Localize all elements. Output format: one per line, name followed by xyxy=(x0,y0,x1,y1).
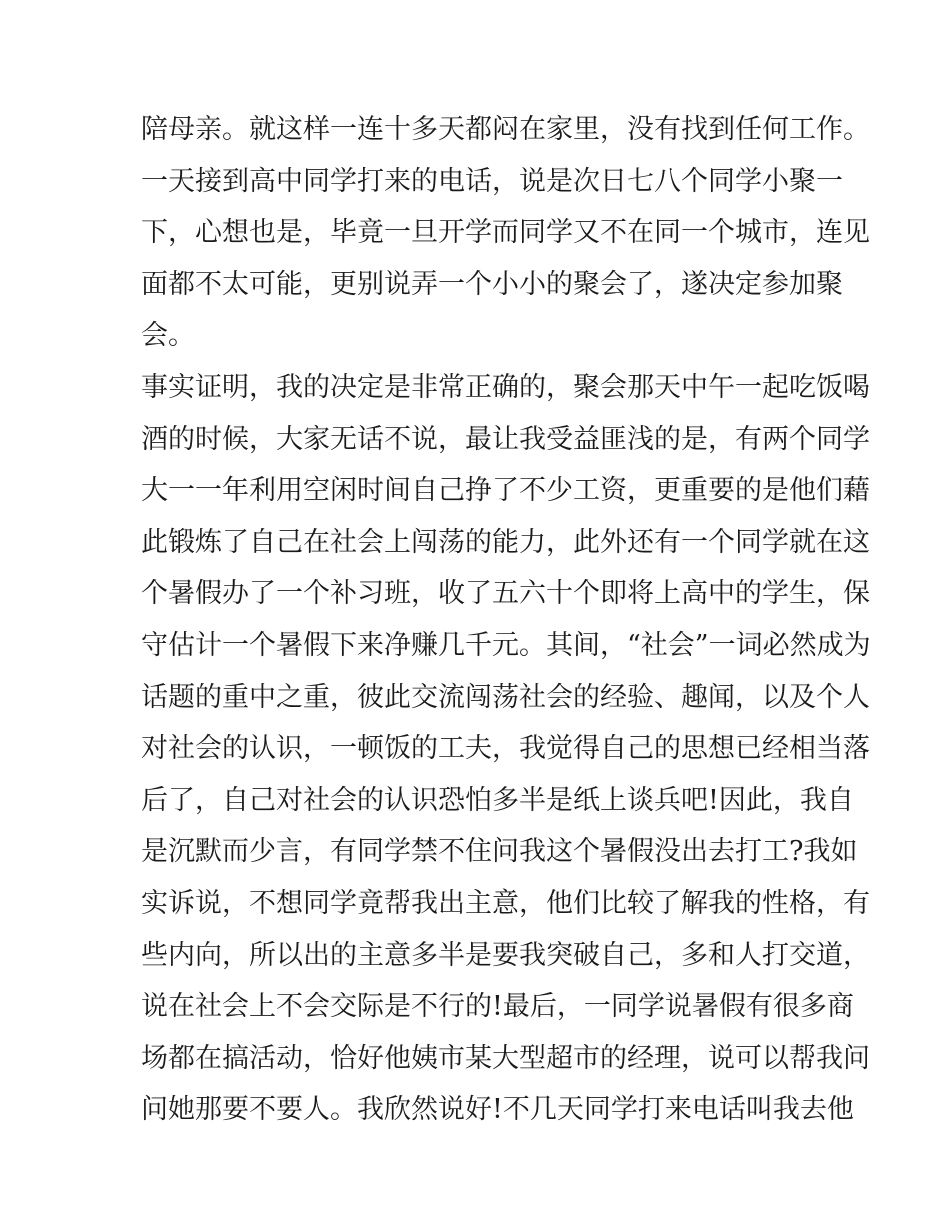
text-line: 陪母亲。就这样一连十多天都闷在家里，没有找到任何工作。 xyxy=(141,114,870,145)
text-line: 此锻炼了自己在社会上闯荡的能力，此外还有一个同学就在这 xyxy=(141,526,870,558)
text-line: 问她那要不要人。我欣然说好!不几天同学打来电话叫我去他 xyxy=(141,1094,854,1126)
text-line: 实诉说，不想同学竟帮我出主意，他们比较了解我的性格，有 xyxy=(141,887,870,919)
text-line: 场都在搞活动，恰好他姨市某大型超市的经理，说可以帮我问 xyxy=(141,1042,870,1074)
text-line: 对社会的认识，一顿饭的工夫，我觉得自己的思想已经相当落 xyxy=(141,733,870,765)
text-line: 酒的时候，大家无话不说，最让我受益匪浅的是，有两个同学 xyxy=(141,423,870,455)
text-line: 些内向，所以出的主意多半是要我突破自己，多和人打交道， xyxy=(141,939,870,971)
text-line: 个暑假办了一个补习班，收了五六十个即将上高中的学生，保 xyxy=(141,578,870,610)
body-text xyxy=(141,104,871,1136)
text-line: 事实证明，我的决定是非常正确的，聚会那天中午一起吃饭喝 xyxy=(141,371,870,403)
text-line: 一天接到高中同学打来的电话，说是次日七八个同学小聚一 xyxy=(141,165,843,197)
text-line: 话题的重中之重，彼此交流闯荡社会的经验、趣闻，以及个人 xyxy=(141,681,870,713)
text-line: 大一一年利用空闲时间自己挣了不少工资，更重要的是他们藉 xyxy=(141,475,870,507)
text-line: 是沉默而少言，有同学禁不住问我这个暑假没出去打工?我如 xyxy=(141,836,858,868)
text-line: 下，心想也是，毕竟一旦开学而同学又不在同一个城市，连见 xyxy=(141,217,870,249)
text-line: 会。 xyxy=(141,320,195,352)
text-line: 守估计一个暑假下来净赚几千元。其间，“社会”一词必然成为 xyxy=(141,629,871,661)
text-line: 面都不太可能，更别说弄一个小小的聚会了，遂决定参加聚 xyxy=(141,268,843,300)
text-line: 说在社会上不会交际是不行的!最后，一同学说暑假有很多商 xyxy=(141,991,854,1023)
text-line: 后了，自己对社会的认识恐怕多半是纸上谈兵吧!因此，我自 xyxy=(141,784,854,816)
